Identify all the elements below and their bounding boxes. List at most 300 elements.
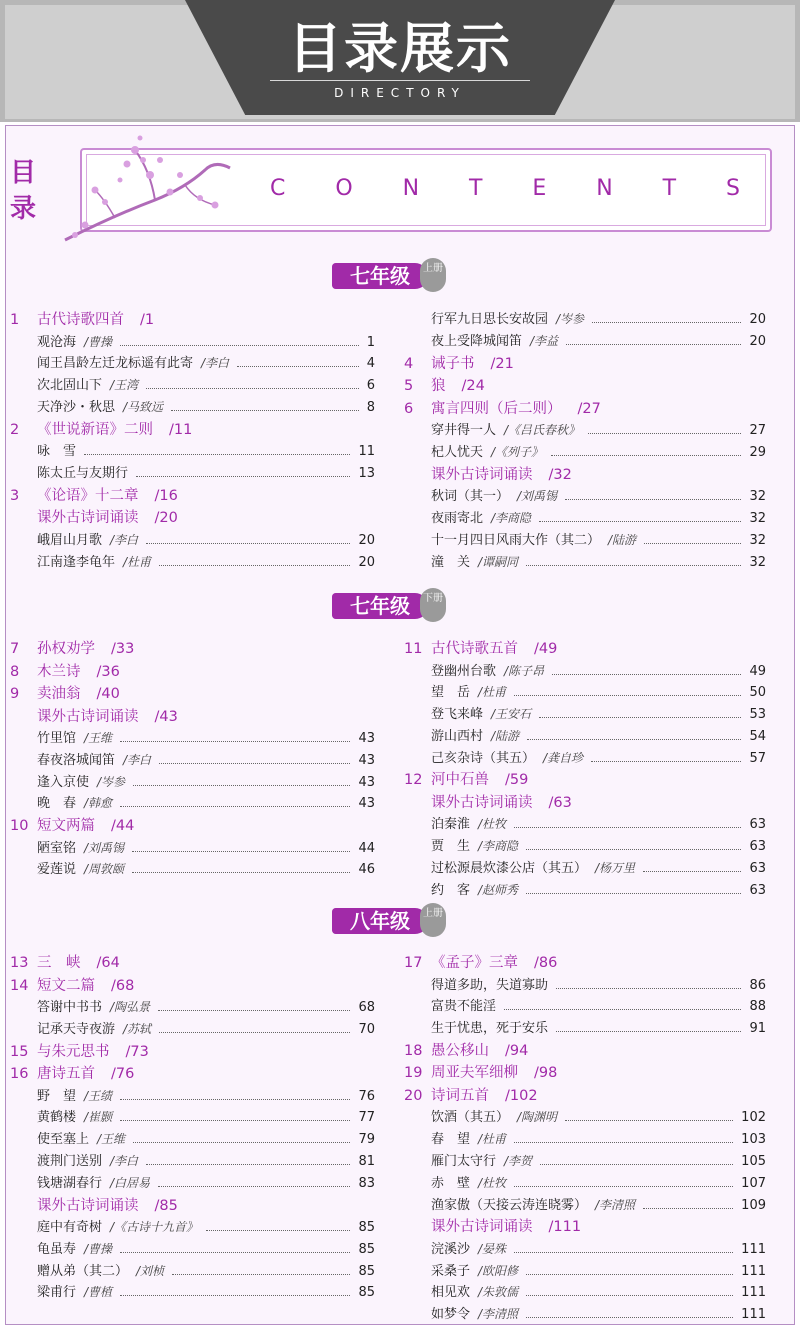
toc-chapter[interactable] — [10, 975, 375, 998]
toc-chapter[interactable] — [404, 398, 766, 421]
leader-dots — [132, 838, 350, 852]
toc-chapter[interactable] — [10, 1063, 375, 1086]
entry-page: 1 — [366, 334, 375, 350]
toc-entry[interactable] — [10, 1239, 375, 1261]
chapter-number: 18 — [404, 1042, 423, 1059]
toc-entry[interactable] — [10, 838, 375, 860]
entry-title: 约 客 — [431, 882, 471, 898]
contents-letter: E — [532, 176, 547, 201]
entry-author: /王绩 — [84, 1088, 113, 1103]
entry-page: 43 — [358, 752, 375, 768]
entry-author: /李白 — [110, 1153, 139, 1168]
entry-author: /李商隐 — [491, 510, 532, 525]
entry-author: /杜甫 — [478, 685, 507, 700]
entry-page: 76 — [358, 1088, 375, 1104]
chapter-page: /85 — [154, 1197, 178, 1214]
toc-chapter[interactable] — [404, 1040, 766, 1063]
toc-entry[interactable] — [10, 1217, 375, 1239]
entry-title: 陋室铭 — [37, 840, 77, 856]
entry-page: 20 — [749, 333, 766, 349]
toc-entry[interactable] — [404, 814, 766, 836]
toc-entry[interactable] — [404, 975, 766, 997]
toc-entry[interactable] — [404, 704, 766, 726]
chapter-title: 木兰诗 — [37, 663, 81, 680]
entry-author: /朱敦儒 — [478, 1285, 519, 1300]
entry-author: /刘禹锡 — [84, 840, 125, 855]
entry-page: 85 — [358, 1263, 375, 1279]
entry-title: 采桑子 — [431, 1263, 471, 1279]
chapter-number: 7 — [10, 641, 20, 657]
chapter-number: 16 — [10, 1066, 29, 1083]
chapter-page: /49 — [534, 641, 558, 657]
entry-page: 20 — [358, 532, 375, 548]
toc-entry[interactable] — [404, 1151, 766, 1173]
leader-dots — [644, 530, 741, 544]
leader-dots — [133, 1129, 350, 1143]
toc-chapter[interactable] — [10, 706, 375, 729]
entry-title: 游山西村 — [431, 728, 484, 744]
chapter-title: 课外古诗词诵读 — [431, 466, 533, 483]
entry-page: 111 — [741, 1241, 766, 1257]
toc-entry[interactable] — [404, 682, 766, 704]
toc-entry[interactable] — [404, 1304, 766, 1326]
toc-entry[interactable] — [10, 1019, 375, 1041]
toc-chapter[interactable] — [10, 638, 375, 661]
grade-label: 七年级 — [332, 263, 428, 289]
entry-page: 102 — [741, 1110, 766, 1126]
top-banner — [0, 0, 800, 122]
chapter-page: /36 — [96, 663, 120, 680]
entry-page: 32 — [749, 489, 766, 505]
entry-page: 57 — [749, 750, 766, 766]
entry-title: 生于忧患，死于安乐 — [431, 1021, 549, 1037]
entry-title: 梁甫行 — [37, 1285, 77, 1301]
leader-dots — [514, 1173, 733, 1187]
entry-title: 饮酒（其五） — [431, 1110, 510, 1126]
toc-entry[interactable] — [404, 420, 766, 442]
entry-title: 泊秦淮 — [431, 817, 471, 833]
toc-entry[interactable] — [10, 441, 375, 463]
entry-title: 陈太丘与友期行 — [37, 465, 129, 481]
leader-dots — [592, 309, 741, 323]
toc-entry[interactable] — [404, 880, 766, 902]
entry-title: 春夜洛城闻笛 — [37, 752, 116, 768]
entry-title: 赠从弟（其二） — [37, 1263, 129, 1279]
toc-chapter[interactable] — [404, 952, 766, 975]
entry-page: 11 — [358, 444, 375, 460]
toc-entry[interactable] — [404, 1129, 766, 1151]
chapter-number: 6 — [404, 400, 414, 417]
chapter-title: 与朱元思书 — [37, 1043, 110, 1060]
toc-entry[interactable] — [10, 997, 375, 1019]
toc-entry[interactable] — [404, 1282, 766, 1304]
entry-title: 夜上受降城闻笛 — [431, 333, 523, 349]
entry-page: 49 — [749, 663, 766, 679]
entry-author: /周敦颐 — [84, 862, 125, 877]
chapter-title: 周亚夫军细柳 — [431, 1065, 518, 1082]
contents-letter: N — [402, 176, 420, 201]
entry-title: 登幽州台歌 — [431, 663, 497, 679]
leader-dots — [539, 704, 741, 718]
volume-tag: 上册 — [420, 903, 446, 937]
toc-entry[interactable] — [10, 375, 375, 397]
entry-author: /韩愈 — [84, 796, 113, 811]
toc-chapter[interactable] — [10, 419, 375, 442]
toc-entry[interactable] — [10, 353, 375, 375]
toc-entry[interactable] — [10, 530, 375, 552]
chapter-number: 17 — [404, 955, 423, 971]
leader-dots — [146, 530, 350, 544]
entry-page: 8 — [366, 399, 375, 415]
chapter-page: /98 — [534, 1065, 558, 1082]
entry-author: /岑参 — [97, 774, 126, 789]
entry-title: 行军九日思长安故园 — [431, 312, 549, 327]
leader-dots — [552, 661, 741, 675]
toc-chapter[interactable] — [10, 661, 375, 684]
entry-page: 103 — [741, 1132, 766, 1148]
entry-title: 答谢中书书 — [37, 1000, 103, 1015]
entry-page: 43 — [358, 796, 375, 812]
entry-title: 爱莲说 — [37, 862, 77, 878]
leader-dots — [514, 1239, 733, 1253]
entry-author: /苏轼 — [123, 1021, 152, 1036]
leader-dots — [565, 1107, 733, 1121]
entry-page: 32 — [749, 532, 766, 548]
entry-page: 109 — [741, 1197, 766, 1213]
toc-chapter[interactable] — [10, 1195, 375, 1218]
entry-title: 闻王昌龄左迁龙标遥有此寄 — [37, 356, 194, 372]
toc-chapter[interactable] — [10, 952, 375, 975]
toc-entry[interactable] — [404, 309, 766, 331]
chapter-page: /59 — [505, 772, 529, 789]
leader-dots — [591, 748, 741, 762]
entry-author: /李清照 — [478, 1307, 519, 1322]
leader-dots — [514, 682, 741, 696]
chapter-title: 诫子书 — [431, 355, 475, 372]
toc-entry[interactable] — [10, 772, 375, 794]
chapter-number: 10 — [10, 818, 29, 835]
toc-entry[interactable] — [10, 1086, 375, 1108]
entry-author: /欧阳修 — [478, 1263, 519, 1278]
entry-page: 83 — [358, 1175, 375, 1191]
entry-page: 54 — [749, 728, 766, 744]
entry-author: /李白 — [123, 752, 152, 767]
entry-author: /陶弘景 — [110, 1000, 151, 1014]
entry-author: /杜甫 — [478, 1132, 507, 1147]
leader-dots — [159, 552, 350, 566]
leader-dots — [556, 1018, 741, 1032]
entry-page: 44 — [358, 840, 375, 856]
toc-entry[interactable] — [404, 530, 766, 552]
leader-dots — [551, 442, 741, 456]
toc-entry[interactable] — [404, 1107, 766, 1129]
entry-page: 85 — [358, 1285, 375, 1301]
chapter-title: 《孟子》三章 — [431, 955, 518, 971]
toc-entry[interactable] — [10, 463, 375, 485]
chapter-title: 《世说新语》二则 — [37, 421, 153, 438]
chapter-number: 5 — [404, 378, 414, 395]
chapter-title: 课外古诗词诵读 — [37, 708, 139, 725]
entry-page: 50 — [749, 685, 766, 701]
entry-author: /曹操 — [84, 334, 113, 349]
chapter-number: 2 — [10, 421, 20, 438]
entry-title: 过松源晨炊漆公店（其五） — [431, 861, 588, 877]
entry-author: /曹植 — [84, 1285, 113, 1300]
mulu-label: 目录 — [10, 158, 37, 224]
chapter-page: /21 — [490, 355, 514, 372]
chapter-title: 愚公移山 — [431, 1042, 489, 1059]
entry-title: 次北固山下 — [37, 378, 103, 394]
chapter-number: 13 — [10, 955, 29, 971]
toc-entry[interactable] — [404, 486, 766, 508]
chapter-title: 课外古诗词诵读 — [37, 1197, 139, 1214]
entry-page: 79 — [358, 1132, 375, 1148]
chapter-page: /44 — [111, 818, 135, 835]
plum-blossom-icon — [55, 130, 255, 260]
chapter-title: 课外古诗词诵读 — [37, 510, 139, 527]
entry-title: 十一月四日风雨大作（其二） — [431, 532, 601, 548]
entry-title: 雁门太守行 — [431, 1153, 497, 1169]
contents-letter: O — [335, 176, 353, 201]
entry-title: 江南逢李龟年 — [37, 554, 116, 570]
chapter-title: 河中石兽 — [431, 772, 489, 789]
entry-page: 111 — [741, 1285, 766, 1301]
entry-title: 贾 生 — [431, 839, 471, 855]
toc-chapter[interactable] — [404, 1216, 766, 1239]
entry-author: /赵师秀 — [478, 882, 519, 897]
toc-entry[interactable] — [404, 726, 766, 748]
toc-chapter[interactable] — [404, 769, 766, 792]
entry-author: /李商隐 — [478, 839, 519, 854]
chapter-number: 15 — [10, 1043, 29, 1060]
leader-dots — [643, 858, 741, 872]
toc-entry[interactable] — [10, 793, 375, 815]
toc-entry[interactable] — [404, 1239, 766, 1261]
toc-chapter[interactable] — [404, 464, 766, 487]
entry-title: 峨眉山月歌 — [37, 532, 103, 548]
chapter-title: 三 峡 — [37, 955, 81, 971]
toc-chapter[interactable] — [404, 792, 766, 815]
entry-page: 77 — [358, 1110, 375, 1126]
chapter-page: /63 — [548, 794, 572, 811]
toc-chapter[interactable] — [404, 375, 766, 398]
chapter-title: 寓言四则（后二则） — [431, 400, 562, 417]
toc-entry[interactable] — [10, 1151, 375, 1173]
entry-page: 20 — [358, 554, 375, 570]
chapter-page: /32 — [548, 466, 572, 483]
entry-page: 4 — [366, 356, 375, 372]
leader-dots — [120, 332, 359, 346]
chapter-title: 古代诗歌四首 — [37, 312, 124, 328]
entry-page: 63 — [749, 882, 766, 898]
chapter-number: 9 — [10, 686, 20, 702]
toc-chapter[interactable] — [10, 1041, 375, 1064]
entry-title: 庭中有奇树 — [37, 1220, 103, 1236]
entry-page: 6 — [366, 378, 375, 394]
toc-entry[interactable] — [404, 442, 766, 464]
chapter-page: /94 — [505, 1042, 529, 1059]
entry-title: 天净沙・秋思 — [37, 399, 116, 415]
chapter-title: 狼 — [431, 378, 446, 395]
chapter-number: 12 — [404, 772, 423, 789]
entry-author: /刘桢 — [136, 1263, 165, 1278]
contents-letter: T — [468, 176, 483, 201]
chapter-number: 11 — [404, 641, 423, 657]
toc-entry[interactable] — [404, 1261, 766, 1283]
entry-author: /杜牧 — [478, 817, 507, 832]
toc-column-left — [10, 309, 375, 573]
toc-entry[interactable] — [10, 1282, 375, 1304]
leader-dots — [566, 331, 741, 345]
toc-chapter[interactable] — [10, 485, 375, 508]
chapter-title: 古代诗歌五首 — [431, 641, 518, 657]
chapter-page: /40 — [96, 686, 120, 702]
toc-chapter[interactable] — [404, 1085, 766, 1108]
entry-title: 竹里馆 — [37, 731, 77, 746]
toc-column-left — [10, 638, 375, 881]
chapter-title: 孙权劝学 — [37, 641, 95, 657]
entry-title: 观沧海 — [37, 334, 77, 350]
leader-dots — [540, 1151, 733, 1165]
leader-dots — [146, 1151, 350, 1165]
entry-author: /龚自珍 — [543, 750, 584, 765]
entry-author: /杜牧 — [478, 1175, 507, 1190]
toc-entry[interactable] — [10, 750, 375, 772]
entry-page: 27 — [749, 423, 766, 439]
toc-entry[interactable] — [10, 397, 375, 419]
chapter-page: /20 — [154, 510, 178, 527]
chapter-number: 14 — [10, 977, 29, 994]
entry-author: /李清照 — [595, 1197, 636, 1212]
toc-entry[interactable] — [10, 1261, 375, 1283]
leader-dots — [120, 1086, 350, 1100]
entry-page: 63 — [749, 817, 766, 833]
entry-page: 105 — [741, 1153, 766, 1169]
entry-title: 钱塘湖春行 — [37, 1175, 103, 1191]
leader-dots — [643, 1195, 733, 1209]
toc-entry[interactable] — [404, 748, 766, 770]
toc-chapter[interactable] — [10, 309, 375, 332]
entry-title: 秋词（其一） — [431, 489, 510, 505]
toc-entry[interactable] — [404, 331, 766, 353]
toc-chapter[interactable] — [404, 638, 766, 661]
toc-entry[interactable] — [404, 1173, 766, 1195]
toc-entry[interactable] — [10, 728, 375, 750]
chapter-page: /111 — [548, 1219, 582, 1236]
entry-author: /《古诗十九首》 — [110, 1220, 199, 1235]
entry-title: 穿井得一人 — [431, 423, 497, 439]
leader-dots — [159, 750, 350, 764]
chapter-number: 20 — [404, 1087, 423, 1104]
entry-title: 晚 春 — [37, 796, 77, 812]
entry-author: /李益 — [530, 333, 559, 348]
leader-dots — [556, 975, 741, 989]
toc-entry[interactable] — [10, 1173, 375, 1195]
chapter-title: 课外古诗词诵读 — [431, 1219, 533, 1236]
banner-title: 目录展示 — [288, 17, 512, 80]
leader-dots — [206, 1217, 350, 1231]
entry-author: /李白 — [201, 356, 230, 371]
chapter-title: 《论语》十二章 — [37, 487, 139, 504]
chapter-page: /27 — [577, 400, 601, 417]
toc-entry[interactable] — [404, 1195, 766, 1217]
leader-dots — [526, 552, 741, 566]
entry-page: 70 — [358, 1021, 375, 1037]
leader-dots — [159, 1019, 350, 1033]
entry-page: 81 — [358, 1153, 375, 1169]
toc-chapter[interactable] — [10, 683, 375, 706]
entry-title: 己亥杂诗（其五） — [431, 750, 536, 766]
contents-letter: S — [726, 176, 740, 201]
toc-entry[interactable] — [404, 836, 766, 858]
grade-label: 八年级 — [332, 908, 428, 934]
entry-page: 43 — [358, 774, 375, 790]
entry-title: 如梦令 — [431, 1307, 471, 1323]
toc-chapter[interactable] — [404, 353, 766, 376]
leader-dots — [158, 997, 350, 1011]
leader-dots — [120, 793, 350, 807]
leader-dots — [565, 486, 741, 500]
leader-dots — [237, 353, 359, 367]
chapter-number: 1 — [10, 312, 20, 328]
chapter-page: /11 — [169, 421, 193, 438]
chapter-number: 8 — [10, 663, 20, 680]
entry-page: 32 — [749, 510, 766, 526]
entry-page: 91 — [749, 1021, 766, 1037]
entry-author: /李白 — [110, 532, 139, 547]
toc-entry[interactable] — [10, 332, 375, 354]
contents-letter: C — [270, 176, 286, 201]
toc-entry[interactable] — [404, 552, 766, 574]
toc-chapter[interactable] — [10, 815, 375, 838]
toc-chapter[interactable] — [404, 1062, 766, 1085]
toc-chapter[interactable] — [10, 507, 375, 530]
entry-title: 夜雨寄北 — [431, 510, 484, 526]
toc-entry[interactable] — [10, 859, 375, 881]
toc-entry[interactable] — [10, 1107, 375, 1129]
toc-column-right — [404, 952, 766, 1326]
entry-page: 86 — [749, 977, 766, 993]
leader-dots — [146, 375, 359, 389]
entry-title: 杞人忧天 — [431, 444, 484, 460]
entry-title: 潼 关 — [431, 554, 471, 570]
leader-dots — [120, 1107, 350, 1121]
entry-title: 相见欢 — [431, 1285, 471, 1301]
entry-page: 68 — [358, 1000, 375, 1015]
toc-entry[interactable] — [404, 996, 766, 1018]
leader-dots — [84, 441, 350, 455]
leader-dots — [171, 397, 359, 411]
toc-entry[interactable] — [10, 552, 375, 574]
entry-author: /陶渊明 — [517, 1110, 558, 1125]
toc-entry[interactable] — [404, 661, 766, 683]
volume-tag: 下册 — [420, 588, 446, 622]
toc-entry[interactable] — [404, 1018, 766, 1040]
entry-author: /陈子昂 — [504, 663, 545, 678]
toc-entry[interactable] — [404, 508, 766, 530]
entry-author: /王安石 — [491, 707, 532, 722]
entry-page: 13 — [358, 465, 375, 481]
toc-entry[interactable] — [10, 1129, 375, 1151]
entry-author: /陆游 — [491, 728, 520, 743]
toc-entry[interactable] — [404, 858, 766, 880]
entry-title: 渔家傲（天接云涛连晓雾） — [431, 1197, 588, 1213]
entry-page: 20 — [749, 312, 766, 327]
entry-author: /王湾 — [110, 378, 139, 393]
entry-author: /王维 — [97, 1132, 126, 1147]
entry-author: /岑参 — [556, 312, 585, 326]
entry-page: 107 — [741, 1175, 766, 1191]
